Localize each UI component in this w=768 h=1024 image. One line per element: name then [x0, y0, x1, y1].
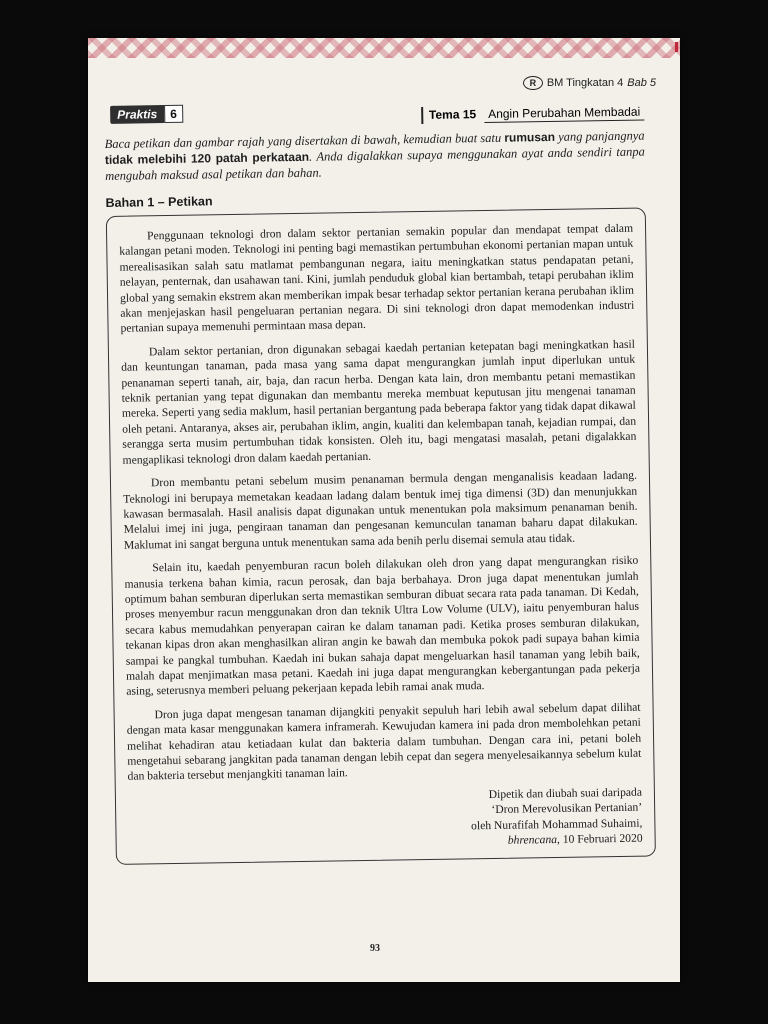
- instructions-bold-rumusan: rumusan: [504, 129, 556, 145]
- paragraph-5: Dron juga dapat mengesan tanaman dijangkiti penyakit sepuluh hari lebih awal sebelum dapat dilihat dengan mata kasar menggunakan kamera inframerah. Kewujudan kamera ini pada dron membolehkan petani melihat kehadiran atau ketiadaan kulat dan bakteria dalam tumbuhan. Dengan cara ini, petani boleh mengetahui sebarang jangkitan pada tanaman dengan lebih cepat dan segera menyelesaikannya sebelum kulat dan bakteria tersebut menjangkiti tanaman lain.: [126, 700, 642, 784]
- instructions-part1: Baca petikan dan gambar rajah yang disertakan di bawah, kemudian buat satu: [104, 130, 505, 151]
- book-title: BM Tingkatan 4: [546, 77, 624, 89]
- exercise-badge: [110, 105, 183, 124]
- credit-line-1: Dipetik dan diubah suai daripada: [488, 785, 643, 801]
- exercise-label: Praktis: [110, 105, 164, 124]
- instructions-bold-limit: tidak melebihi 120 patah perkataan: [104, 149, 310, 167]
- source-credit: [128, 784, 643, 854]
- page-number: 93: [370, 943, 380, 954]
- paragraph-3: Dron membantu petani sebelum musim penanaman bermula dengan menganalisis keadaan ladang. Teknologi ini berupaya memetakan keadaan ladang dalam bentuk imej tiga dimensi (3D) dan menunjukkan kawasan bermasalah. Hasil analisis dapat digunakan untuk menentukan pola maksimum penanaman benih. Melalui imej ini juga, pengiraan tanaman dan pengesanan kemunculan tanaman baharu dapat dilakukan. Maklumat ini sangat berguna untuk menentukan sama ada benih perlu disemai semula atau tidak.: [123, 468, 638, 552]
- credit-line-2: ‘Dron Merevolusikan Pertanian’: [491, 800, 643, 817]
- instructions-part2: yang panjangnya: [554, 128, 645, 144]
- paragraph-2: Dalam sektor pertanian, dron digunakan sebagai kaedah pertanian ketepatan bagi meningkatkan hasil dan keuntungan tanaman, pada masa yang sama dapat mengurangkan jumlah input diperlukan untuk penanaman seperti tanah, air, baja, dan racun herba. Dengan kata lain, dron membantu petani memastikan teknik pertanian yang tepat digunakan dan membantu mereka membuat keputusan jitu mengenai tanaman mereka. Seperti yang sedia maklum, hasil pertanian bergantung pada beberapa faktor yang tidak dapat dikawal oleh petani. Antaranya, akses air, perubahan iklim, angin, kualiti dan kelembapan tanah, kejadian rumpai, dan serangga serta musim pertumbuhan tidak konsisten. Oleh itu, bagi mengatasi masalah, petani digalakkan mengaplikasi teknologi dron dalam kaedah pertanian.: [121, 337, 637, 467]
- exercise-header: [104, 94, 644, 132]
- page-edge-mark: [675, 42, 678, 52]
- credit-line-3: oleh Nurafifah Mohammad Suhaimi,: [471, 816, 643, 832]
- theme-tag: [421, 104, 644, 125]
- passage-box: [106, 208, 656, 866]
- running-header: [523, 76, 656, 90]
- paragraph-1: Penggunaan teknologi dron dalam sektor pertanian semakin popular dan mendapat tempat dalam kalangan petani moden. Teknologi ini penting bagi memastikan pertumbuhan ekonomi pertanian mapan untuk merealisasikan salah satu matlamat pembangunan negara, iaitu meningkatkan status pendapatan petani, nelayan, penternak, dan usahawan tani. Kini, jumlah penduduk global kian bertambah, tetapi perubahan iklim global yang semakin ekstrem akan memberikan impak besar terhadap sektor pertanian kerana perubahan iklim akan menjejaskan hasil pengeluaran pertanian negara. Di sini teknologi dron dapat memodenkan industri pertanian supaya memenuhi permintaan masa depan.: [119, 221, 635, 336]
- book-page: [88, 38, 680, 982]
- exercise-number: 6: [164, 105, 183, 123]
- credit-date: , 10 Februari 2020: [556, 831, 643, 847]
- page-content: [104, 94, 656, 866]
- decorative-border: [88, 38, 680, 58]
- credit-publication: bhrencana: [507, 833, 558, 847]
- instructions-part3: . Anda digalakkan supaya menggunakan ayat anda sendiri tanpa mengubah maksud asal petikan dan bahan.: [105, 144, 645, 183]
- instructions: [105, 128, 646, 184]
- publisher-logo-icon: R: [523, 76, 543, 90]
- chapter-label: Bab 5: [627, 77, 656, 89]
- paragraph-4: Selain itu, kaedah penyemburan racun boleh dilakukan oleh dron yang dapat mengurangkan risiko manusia terkena bahan kimia, racun perosak, dan baja berbahaya. Dron juga dapat menentukan jumlah optimum bahan semburan diperlukan serta memastikan semburan dibuat secara rata pada tanaman. Di Kedah, proses menyembur racun menggunakan dron dan teknik Ultra Low Volume (ULV), iaitu penyemburan halus secara kabus memudahkan penyerapan cairan ke dalam tanaman padi. Ketika proses semburan dilakukan, tekanan kipas dron akan menghasilkan aliran angin ke bawah dan membuka pokok padi supaya bahan kimia sampai ke pangkal tumbuhan. Kaedah ini bukan sahaja dapat mengeluarkan hasil tanaman yang lebih baik, malah dapat menjimatkan masa petani. Kaedah ini juga dapat mengurangkan kebergantungan pada pekerja asing, seterusnya memberi peluang pekerjaan kepada lebih ramai anak muda.: [124, 553, 641, 699]
- section-title: Bahan 1 – Petikan: [105, 194, 213, 210]
- theme-title: Angin Perubahan Membadai: [484, 104, 644, 124]
- theme-label: Tema 15: [421, 106, 484, 124]
